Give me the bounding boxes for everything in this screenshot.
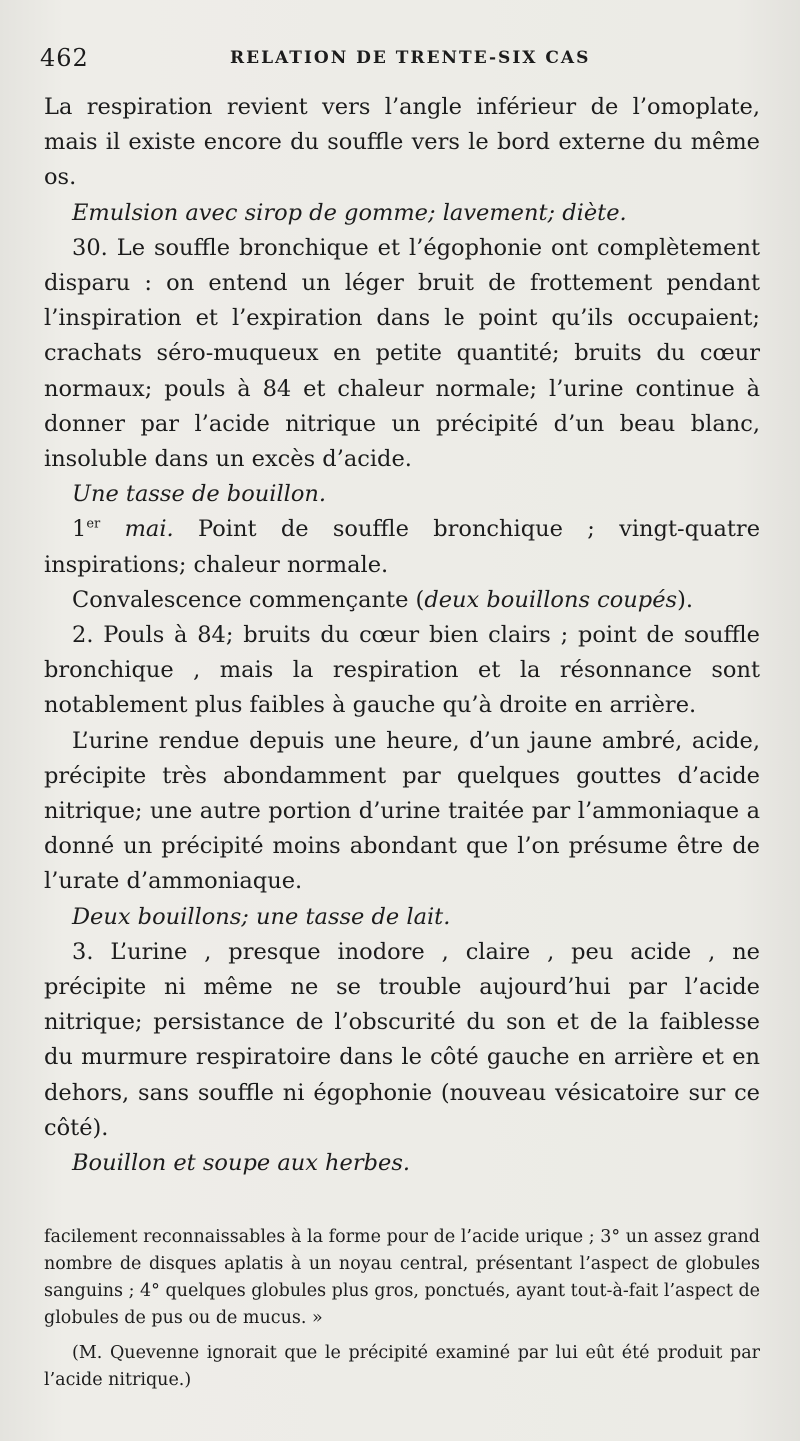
treatment-line: Une tasse de bouillon.: [72, 481, 327, 508]
footnote-paragraph: facilement reconnaissables à la forme pour de l’acide urique ; 3° un assez grand nombre de disques aplatis à un noyau central, présentant l’aspect de globules sanguins ; 4° quelques globules plus gros, ponctués, ayant tout-à-fait l’aspect de globules de pus ou de mucus. »: [44, 1227, 760, 1328]
paragraph: L’urine rendue depuis une heure, d’un jaune ambré, acide, précipite très abondamment par quelques gouttes d’acide nitrique; une autre portion d’urine traitée par l’ammoniaque a donné un précipité moins abondant que l’on présume être de l’urate d’ammoniaque.: [44, 727, 760, 895]
treatment-inline: deux bouillons coupés: [424, 586, 678, 613]
running-title: RELATION DE TRENTE-SIX CAS: [230, 48, 591, 68]
paragraph: [44, 512, 760, 582]
footnotes: [44, 1224, 760, 1394]
date-number: 1: [72, 516, 87, 543]
treatment-line: Bouillon et soupe aux herbes.: [72, 1150, 411, 1177]
paragraph: [44, 583, 760, 618]
paragraph: 2. Pouls à 84; bruits du cœur bien clairs ; point de souffle bronchique , mais la respiration et la résonnance sont notablement plus faibles à gauche qu’à droite en arrière.: [44, 622, 760, 719]
treatment-line: Emulsion avec sirop de gomme; lavement; diète.: [72, 199, 627, 226]
paragraph: La respiration revient vers l’angle inférieur de l’omoplate, mais il existe encore du souffle vers le bord externe du même os.: [44, 94, 760, 191]
date-month: mai.: [124, 516, 174, 543]
treatment-line: Deux bouillons; une tasse de lait.: [72, 903, 451, 930]
main-text: [44, 90, 760, 1181]
paragraph-text: Convalescence commençante (: [72, 586, 425, 613]
paragraph: 30. Le souffle bronchique et l’égophonie ont complètement disparu : on entend un léger bruit de frottement pendant l’inspiration et l’expiration dans le point qu’ils occupaient; crachats séro-muqueux en petite quantité; bruits du cœur normaux; pouls à 84 et chaleur normale; l’urine continue à donner par l’acide nitrique un précipité d’un beau blanc, insoluble dans un excès d’acide.: [44, 234, 760, 473]
footnote-paragraph: (M. Quevenne ignorait que le précipité examiné par lui eût été produit par l’acide nitrique.): [44, 1343, 760, 1390]
paragraph-text: Point de souffle bronchique ; vingt-quatre inspirations; chaleur normale.: [44, 516, 761, 578]
page-header: [40, 44, 760, 76]
paragraph-text-end: ).: [677, 586, 693, 613]
page-number: 462: [40, 44, 89, 72]
date-superscript: er: [86, 516, 101, 532]
paragraph: 3. L’urine , presque inodore , claire , peu acide , ne précipite ni même ne se trouble aujourd’hui par l’acide nitrique; persistance de l’obscurité du son et de la faiblesse du murmure respiratoire dans le côté gauche en arrière et en dehors, sans souffle ni égophonie (nouveau vésicatoire sur ce côté).: [44, 938, 760, 1141]
